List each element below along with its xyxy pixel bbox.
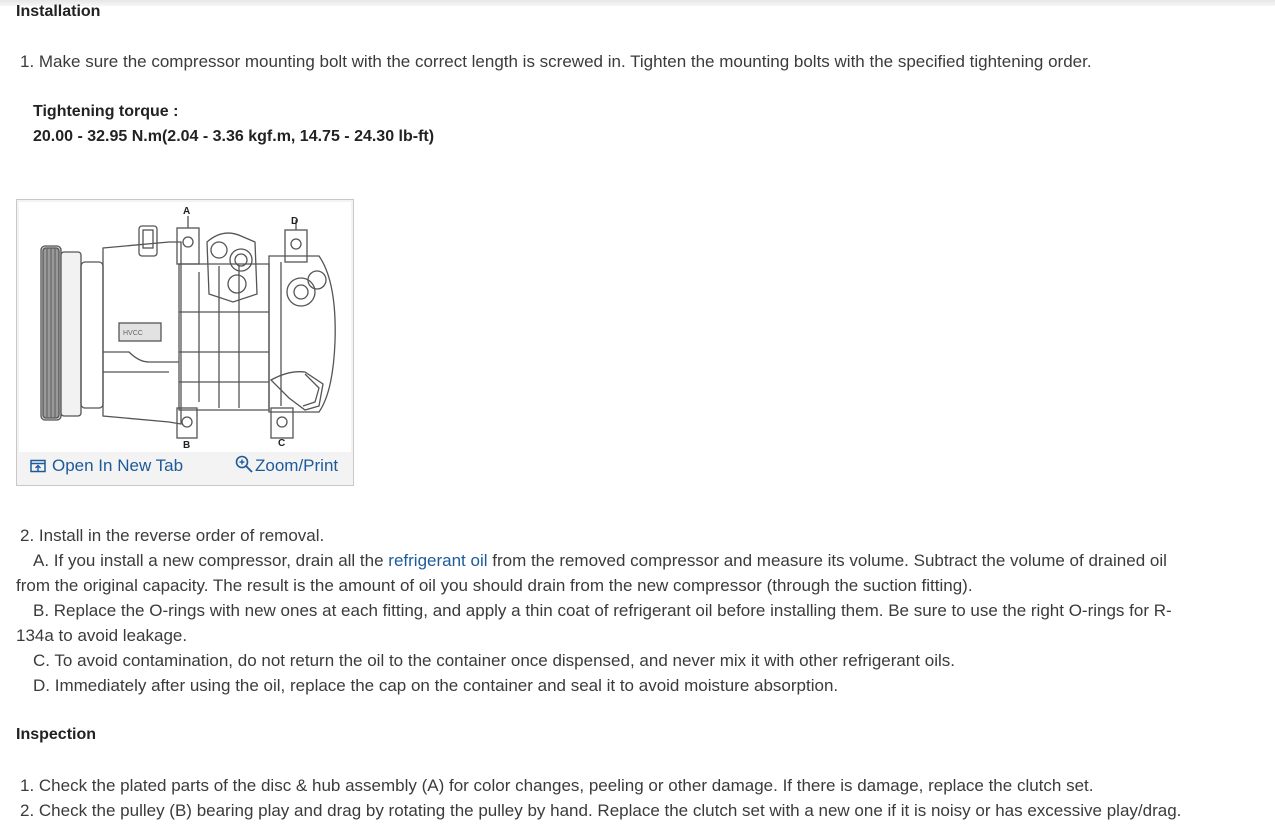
top-shadow-bar xyxy=(0,0,1275,6)
substep-a-line-1 xyxy=(33,551,1167,571)
substep-b-line-2: 134a to avoid leakage. xyxy=(16,626,188,645)
figure-label-b: B xyxy=(183,440,191,451)
substep-c: C. To avoid contamination, do not return the oil to the container once dispensed, and never mix it with other refrigerant oils. xyxy=(33,651,955,670)
torque-value: 20.00 - 32.95 N.m(2.04 - 3.36 kgf.m, 14.75 - 24.30 lb-ft) xyxy=(33,128,435,145)
figure-label-a: A xyxy=(183,206,191,217)
open-new-tab-icon xyxy=(30,459,46,473)
svg-text:HVCC: HVCC xyxy=(123,330,143,337)
installation-step-2: 2. Install in the reverse order of removal. xyxy=(20,526,325,545)
substep-b-line-1: B. Replace the O-rings with new ones at each fitting, and apply a thin coat of refrigerant oil before installing them. Be sure to use the right O-rings for R- xyxy=(33,601,1172,620)
compressor-figure xyxy=(16,199,354,486)
substep-a-text-after: from the removed compressor and measure its volume. Subtract the volume of drained oil xyxy=(487,551,1167,570)
substep-a-text-before: A. If you install a new compressor, drain all the xyxy=(33,551,389,570)
zoom-in-icon xyxy=(235,455,253,473)
compressor-drawing xyxy=(19,202,351,452)
figure-label-c: C xyxy=(278,438,286,449)
figure-label-d: D xyxy=(291,216,299,227)
compressor-illustration xyxy=(19,202,351,452)
inspection-item-2: 2. Check the pulley (B) bearing play and drag by rotating the pulley by hand. Replace the clutch set with a new one if it is noisy or has excessive play/drag. xyxy=(20,801,1182,820)
refrigerant-oil-link[interactable]: refrigerant oil xyxy=(388,551,488,570)
installation-step-1: 1. Make sure the compressor mounting bolt with the correct length is screwed in. Tighten the mounting bolts with the specified tightening order. xyxy=(20,52,1092,71)
open-in-new-tab-label: Open In New Tab xyxy=(52,456,184,475)
zoom-print-label: Zoom/Print xyxy=(255,456,339,475)
installation-heading: Installation xyxy=(16,3,101,20)
open-in-new-tab-button[interactable] xyxy=(30,456,183,476)
substep-d: D. Immediately after using the oil, replace the cap on the container and seal it to avoid moisture absorption. xyxy=(33,676,839,695)
inspection-heading: Inspection xyxy=(16,726,97,743)
torque-label: Tightening torque : xyxy=(33,103,179,120)
zoom-print-button[interactable] xyxy=(235,456,338,476)
inspection-item-1: 1. Check the plated parts of the disc & hub assembly (A) for color changes, peeling or other damage. If there is damage, replace the clutch set. xyxy=(20,776,1094,795)
substep-a-line-2: from the original capacity. The result is the amount of oil you should drain from the new compressor (through the suction fitting). xyxy=(16,576,973,595)
